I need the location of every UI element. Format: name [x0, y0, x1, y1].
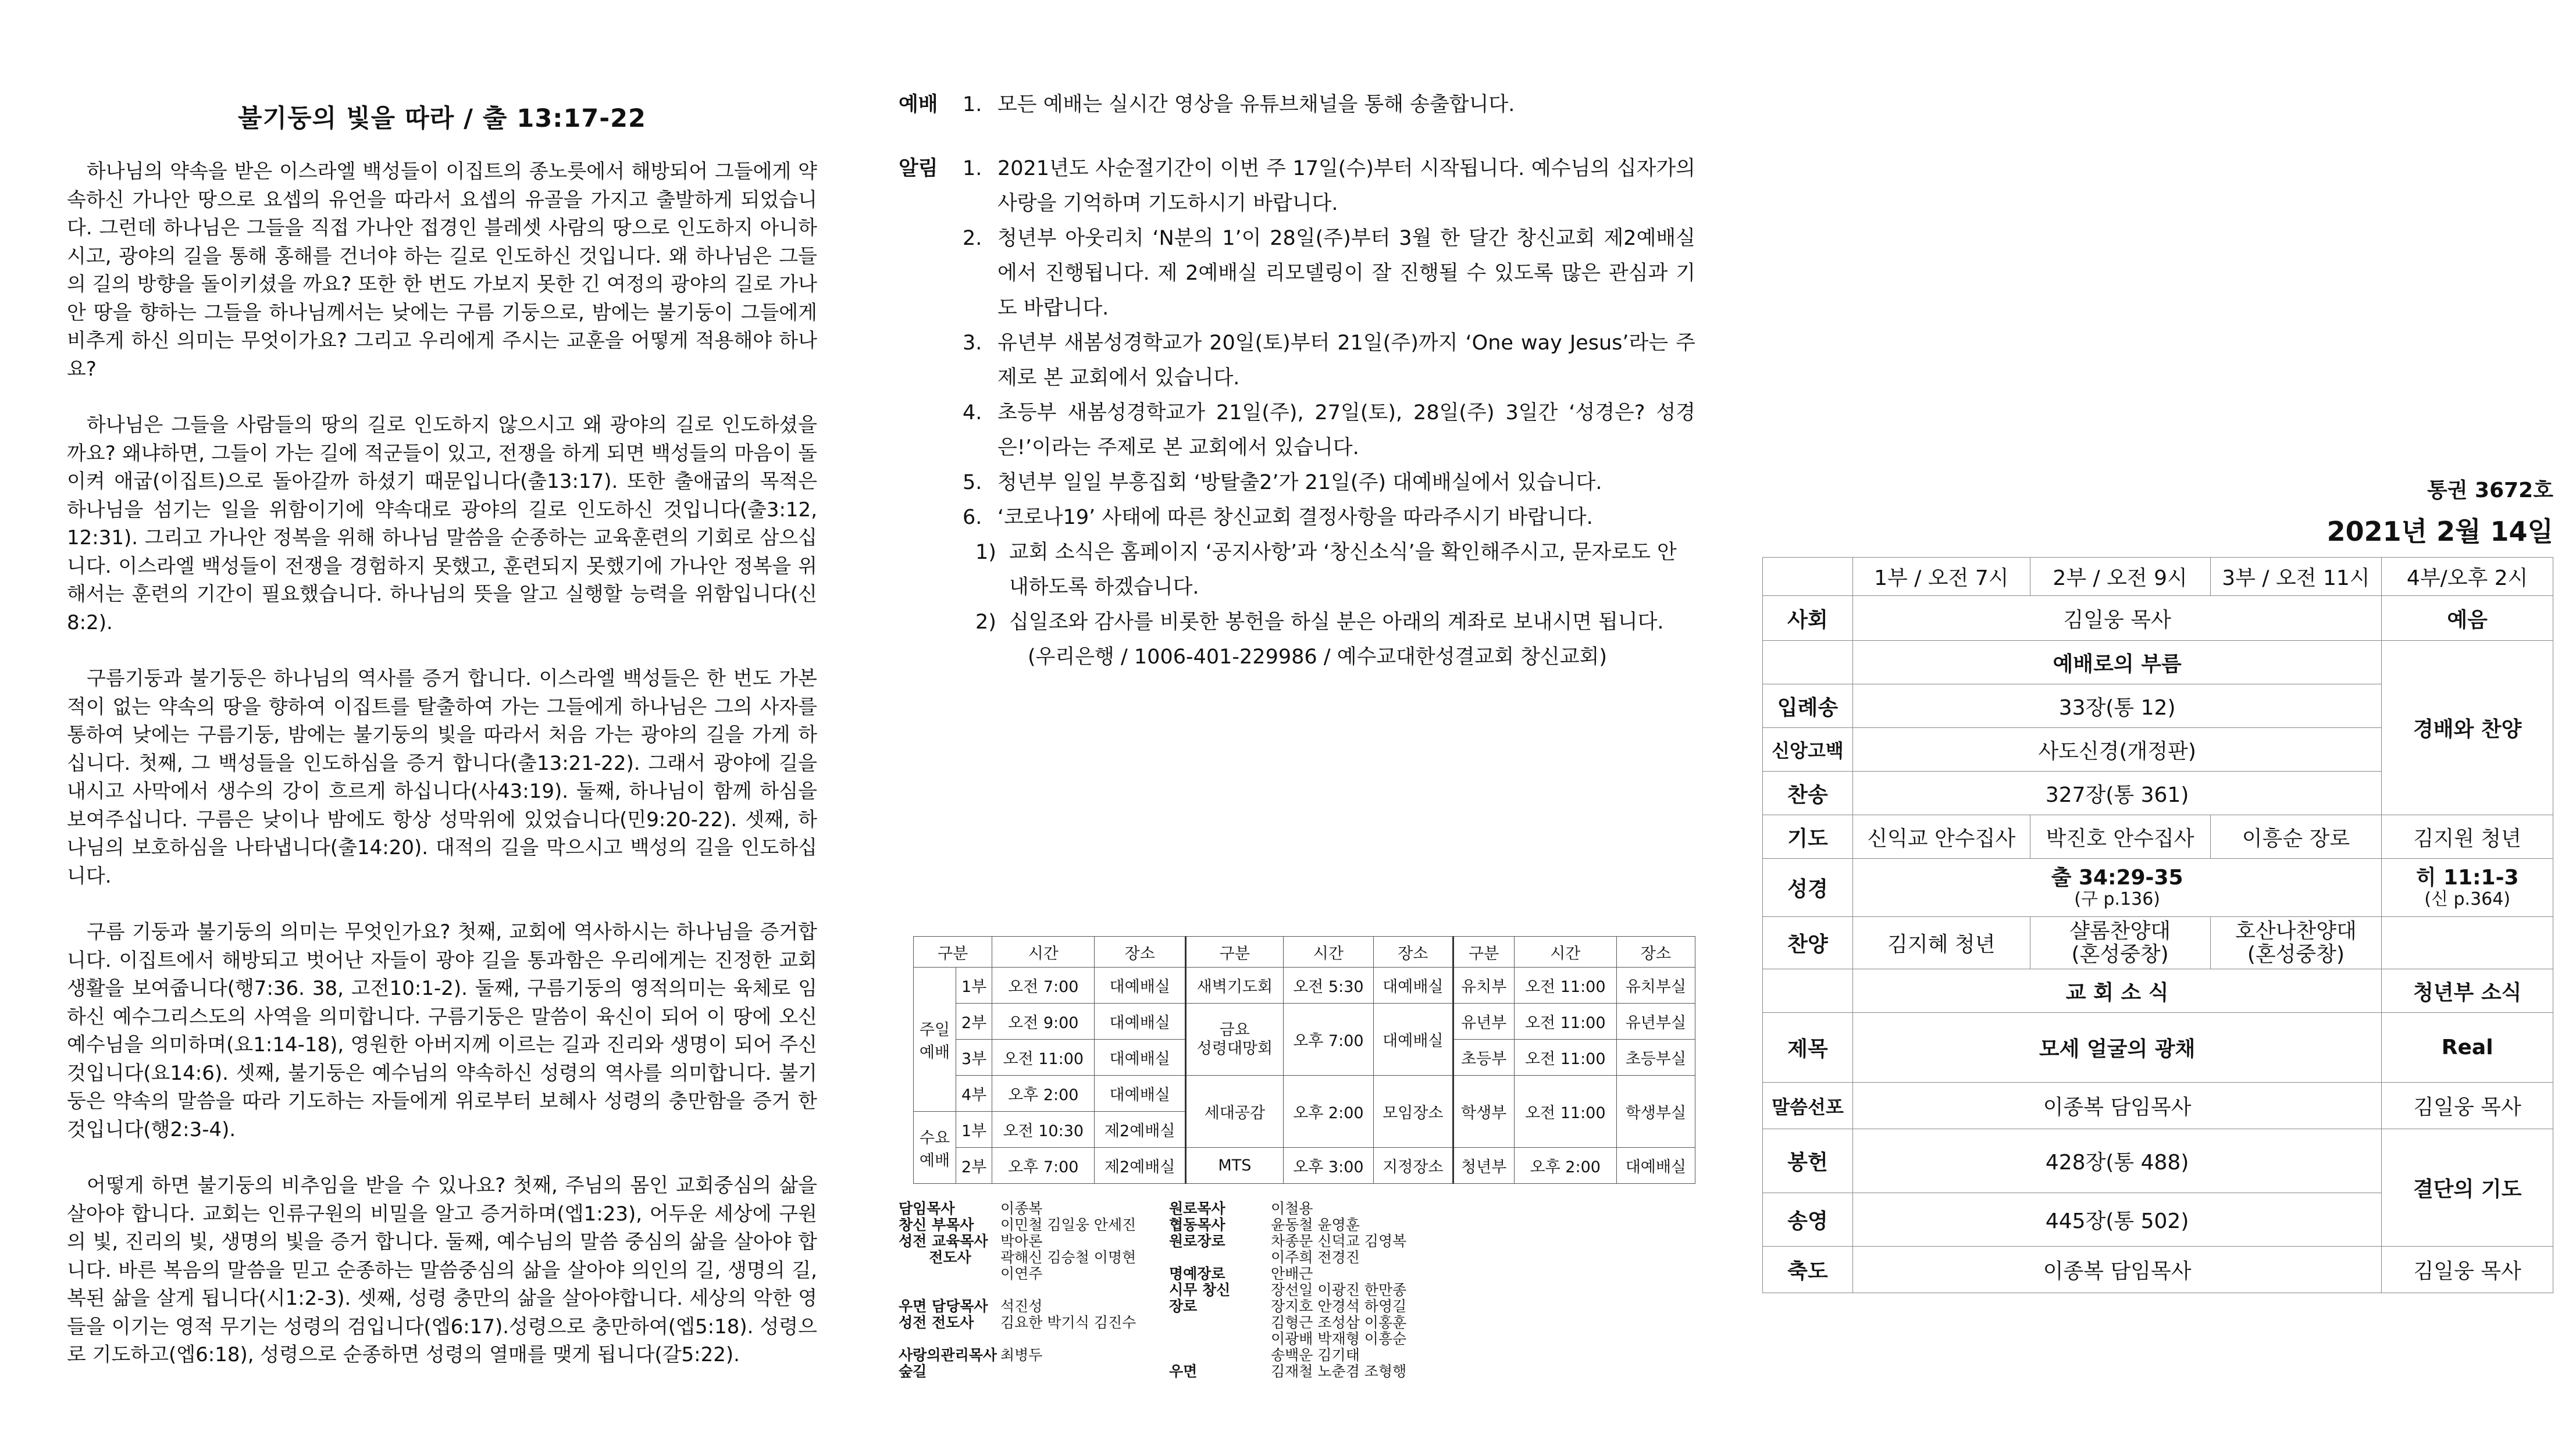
table-cell: 출 34:29-35 (구 p.136)	[1852, 859, 2381, 917]
table-cell: 세대공감	[1186, 1076, 1283, 1148]
table-cell: 신앙고백	[1763, 728, 1853, 772]
table-cell: 대예배실	[1374, 1004, 1453, 1076]
table-cell: 찬송	[1763, 772, 1853, 815]
staff-row	[1169, 1364, 1406, 1380]
table-header-row	[914, 937, 1695, 968]
table-cell: 송영	[1763, 1193, 1853, 1247]
staff-role: 원로장로	[1169, 1233, 1225, 1250]
notice-item: 2. 청년부 아웃리치 ‘N분의 1’이 28일(주)부터 3월 한 달간 창신교회 제2예배실에서 진행됩니다. 제 2예배실 리모델링이 잘 진행될 수 있도록 많은 관심과 기도 바랍니다.	[963, 227, 1695, 320]
sermon-paragraph: 어떻게 하면 불기둥의 비추임을 받을 수 있나요? 첫째, 주님의 몸인 교회중심의 삶을 살아야 합니다. 교회는 인류구원의 비밀을 알고 증거하며(엡1:23), 어두운 세상에 구원의 빛, 진리의 빛, 생명의 빛을 증거 합니다. 둘째, 예수님의 말씀 중심의 삶을 살아야 합니다. 바른 복음의 말씀을 믿고 순종하는 말씀중심의 삶을 살아야 의인의 길, 생명의 길, 복된 삶을 살게 됩니다(시1:2-3). 셋째, 성령 충만의 삶을 살아야합니다. 세상의 악한 영들을 이기는 영적 무기는 성령의 검입니다(엡6:17).성령으로 충만하여(엡5:18). 성령으로 기도하고(엡6:18), 성령으로 순종하면 성령의 열매를 맺게 됩니다(갈5:22).	[67, 1174, 817, 1366]
staff-row	[1169, 1298, 1406, 1315]
staff-role: 전도사	[899, 1249, 971, 1266]
table-cell: 이흥순 장로	[2210, 815, 2382, 859]
table-cell: 오전 9:00	[992, 1004, 1095, 1040]
table-cell: 축도	[1763, 1247, 1853, 1293]
notice-subitem: 2) 십일조와 감사를 비롯한 봉헌을 하실 분은 아래의 계좌로 보내시면 됩니다.	[975, 611, 1664, 634]
staff-role: 명예장로	[1169, 1265, 1225, 1282]
table-cell: 시간	[992, 937, 1095, 968]
staff-role: 협동목사	[1169, 1216, 1225, 1233]
notices-section	[899, 87, 1695, 1380]
issue-number: 통권 3672호	[2427, 479, 2553, 502]
table-cell: 초등부	[1453, 1040, 1514, 1076]
table-row	[914, 968, 1695, 1004]
table-cell: 오후 2:00	[1283, 1076, 1374, 1148]
table-row	[1763, 596, 2553, 641]
table-cell: 4부/오후 2시	[2382, 558, 2553, 596]
staff-names: 이철용	[1271, 1200, 1313, 1217]
announce-label: 알림	[899, 157, 938, 180]
table-row	[1763, 969, 2553, 1013]
table-cell: 3부 / 오전 11시	[2210, 558, 2382, 596]
staff-role: 원로목사	[1169, 1200, 1225, 1217]
staff-role: 우면	[1169, 1363, 1198, 1380]
table-cell: 교 회 소 식	[1852, 969, 2381, 1013]
staff-role: 우면 담당목사	[899, 1298, 988, 1315]
bulletin-date: 2021년 2월 14일	[2326, 516, 2553, 547]
table-cell: 사회	[1763, 596, 1853, 641]
table-cell: 기도	[1763, 815, 1853, 859]
table-cell: 장소	[1374, 937, 1453, 968]
staff-row	[899, 1217, 1136, 1233]
table-cell: 박진호 안수집사	[2030, 815, 2210, 859]
staff-role	[1169, 1347, 1271, 1364]
table-cell: 장소	[1616, 937, 1695, 968]
table-cell: Real	[2382, 1013, 2553, 1083]
table-cell: 2부	[956, 1004, 992, 1040]
table-cell: 호산나찬양대 (혼성중창)	[2210, 917, 2382, 969]
staff-role: 시무 창신	[1169, 1282, 1231, 1298]
table-cell: 히 11:1-3 (신 p.364)	[2382, 859, 2553, 917]
table-cell: 대예배실	[1374, 968, 1453, 1004]
table-cell: 4부	[956, 1076, 992, 1112]
table-cell: 327장(통 361)	[1852, 772, 2381, 815]
table-cell: 오후 3:00	[1283, 1148, 1374, 1184]
table-cell: 오후 7:00	[992, 1148, 1095, 1184]
table-cell: 445장(통 502)	[1852, 1193, 2381, 1247]
table-row	[914, 1076, 1695, 1112]
sunday-label: 주일 예배	[914, 968, 956, 1112]
table-cell: 오후 2:00	[1514, 1148, 1616, 1184]
table-cell: 오전 5:30	[1283, 968, 1374, 1004]
table-row	[914, 1148, 1695, 1184]
table-cell: 새벽기도회	[1186, 968, 1283, 1004]
staff-row	[1169, 1250, 1406, 1266]
table-cell: 예배로의 부름	[1852, 641, 2381, 684]
staff-row	[1169, 1233, 1406, 1250]
staff-names: 김재철 노춘겸 조형행	[1271, 1363, 1407, 1380]
staff-names: 박아론	[1000, 1233, 1043, 1250]
table-cell: 청년부	[1453, 1148, 1514, 1184]
table-cell: 제2예배실	[1095, 1112, 1186, 1148]
notice-item: 4. 초등부 새봄성경학교가 21일(주), 27일(토), 28일(주) 3일간 ‘성경은? 성경은!’이라는 주제로 본 교회에서 있습니다.	[963, 401, 1695, 459]
table-cell: 대예배실	[1095, 1040, 1186, 1076]
staff-row	[1169, 1331, 1406, 1347]
table-row	[1763, 1013, 2553, 1083]
table-cell	[1763, 969, 1853, 1013]
table-cell: 입례송	[1763, 684, 1853, 728]
table-cell: 오전 11:00	[1514, 1040, 1616, 1076]
staff-row	[899, 1233, 1136, 1250]
table-cell	[1763, 558, 1853, 596]
table-cell: 찬양	[1763, 917, 1853, 969]
staff-names: 안배근	[1271, 1265, 1313, 1282]
staff-row	[899, 1315, 1136, 1331]
staff-role: 사랑의관리목사	[899, 1347, 997, 1364]
staff-names: 김요한 박기식 김진수	[1000, 1314, 1136, 1331]
staff-role	[1169, 1315, 1271, 1331]
table-cell: 오전 11:00	[1514, 968, 1616, 1004]
staff-role	[899, 1282, 1000, 1298]
worship-notice	[899, 87, 1695, 122]
table-cell: 3부	[956, 1040, 992, 1076]
table-row	[1763, 859, 2553, 917]
table-cell: 대예배실	[1616, 1148, 1695, 1184]
table-cell: 1부	[956, 1112, 992, 1148]
table-cell: 모임장소	[1374, 1076, 1453, 1148]
sermon-paragraph: 구름기둥과 불기둥은 하나님의 역사를 증거 합니다. 이스라엘 백성들은 한 번도 가본 적이 없는 약속의 땅을 향하여 이집트를 탈출하여 가는 그들에게 하나님은 그의 사자를 통하여 낮에는 구름기둥, 밤에는 불기둥의 빛을 따라서 처음 가는 광야의 길을 가게 하십니다. 첫째, 그 백성들을 인도하심을 증거 합니다(출13:21-22). 그래서 광야에 길을 내시고 사막에서 생수의 강이 흐르게 하십니다(사43:19). 둘째, 하나님이 함께 하심을 보여주십니다. 구름은 낮이나 밤에도 항상 성막위에 있었습니다(민9:20-22). 셋째, 하나님의 보호하심을 나타냅니다(출14:20). 대적의 길을 막으시고 백성의 길을 인도하십니다.	[67, 667, 817, 888]
table-cell: 장소	[1095, 937, 1186, 968]
table-cell: 유년부실	[1616, 1004, 1695, 1040]
table-cell: 대예배실	[1095, 968, 1186, 1004]
table-cell: 구분	[1453, 937, 1514, 968]
table-cell: 오전 10:30	[992, 1112, 1095, 1148]
staff-row	[899, 1331, 1136, 1347]
staff-names: 최병두	[1000, 1347, 1043, 1364]
table-cell: 모세 얼굴의 광채	[1852, 1013, 2381, 1083]
staff-row	[899, 1266, 1136, 1282]
wednesday-label: 수요 예배	[914, 1112, 956, 1184]
sermon-paragraph: 하나님의 약속을 받은 이스라엘 백성들이 이집트의 종노릇에서 해방되어 그들에게 약속하신 가나안 땅으로 요셉의 유언을 따라서 요셉의 유골을 가지고 출발하게 되었습니다. 그런데 하나님은 그들을 직접 가나안 접경인 블레셋 사람의 땅으로 인도하지 아니하시고, 광야의 길을 통해 홍해를 건너야 하는 길로 인도하신 것입니다. 왜 하나님은 그들의 길의 방향을 돌이키셨을 까요? 또한 한 번도 가보지 못한 긴 여정의 광야의 길로 가나안 땅을 향하는 그들을 하나님께서는 낮에는 구름 기둥으로, 밤에는 불기둥이 그들에게 비추게 하신 의미는 무엇이가요? 그리고 우리에게 주시는 교훈을 어떻게 적용해야 하나요?	[67, 160, 817, 381]
table-cell: 예음	[2382, 596, 2553, 641]
staff-role: 장로	[1169, 1298, 1198, 1315]
table-row	[1763, 1083, 2553, 1129]
table-cell: 33장(통 12)	[1852, 684, 2381, 728]
table-cell: 경배와 찬양	[2382, 641, 2553, 815]
table-cell: 청년부 소식	[2382, 969, 2553, 1013]
table-cell: 오후 2:00	[992, 1076, 1095, 1112]
table-cell: 신익교 안수집사	[1852, 815, 2030, 859]
table-cell: 성경	[1763, 859, 1853, 917]
table-cell: 샬롬찬양대 (혼성중창)	[2030, 917, 2210, 969]
table-row	[1763, 641, 2553, 684]
staff-row	[1169, 1347, 1406, 1364]
staff-role	[1169, 1250, 1271, 1266]
table-cell: 유치부	[1453, 968, 1514, 1004]
staff-names: 송백운 김기태	[1271, 1347, 1360, 1364]
table-cell: 오전 7:00	[992, 968, 1095, 1004]
table-row	[1763, 815, 2553, 859]
table-row	[1763, 1129, 2553, 1193]
table-cell: 이종복 담임목사	[1852, 1083, 2381, 1129]
table-cell: 김지원 청년	[2382, 815, 2553, 859]
sermon-paragraph: 구름 기둥과 불기둥의 의미는 무엇인가요? 첫째, 교회에 역사하시는 하나님을 증거합니다. 이집트에서 해방되고 벗어난 자들이 광야 길을 통과함은 우리에게는 진정한 교회생활을 보여줍니다(행7:36. 38, 고전10:1-2). 둘째, 구름기둥의 영적의미는 육체로 임하신 예수그리스도의 사역을 의미합니다. 구름기둥은 말씀이 육신이 되어 이 땅에 오신 예수님을 의미하며(요1:14-18), 영원한 아버지께 이르는 길과 진리와 생명이 되어 주신 것입니다(요14:6). 셋째, 불기둥은 예수님의 약속하신 성령의 역사를 의미합니다. 불기둥은 약속의 말씀을 따라 기도하는 자들에게 위로부터 보혜사 성령의 충만함을 증거 한 것입니다(행2:3-4).	[67, 920, 817, 1141]
table-cell: 구분	[914, 937, 992, 968]
notice-subitem: 1) 교회 소식은 홈페이지 ‘공지사항’과 ‘창신소식’을 확인해주시고, 문자로도 안내하도록 하겠습니다.	[975, 541, 1677, 599]
staff-role: 창신 부목사	[899, 1216, 974, 1233]
table-cell: 지정장소	[1374, 1148, 1453, 1184]
table-row	[1763, 1247, 2553, 1293]
sermon-section	[67, 99, 817, 1397]
table-cell: 결단의 기도	[2382, 1129, 2553, 1247]
order-of-worship-table	[1762, 557, 2553, 1293]
table-cell: 428장(통 488)	[1852, 1129, 2381, 1193]
table-cell: 시간	[1283, 937, 1374, 968]
table-cell: 1부 / 오전 7시	[1852, 558, 2030, 596]
staff-role: 담임목사	[899, 1200, 955, 1217]
staff-row	[899, 1347, 1136, 1364]
staff-names: 이종복	[1000, 1200, 1043, 1217]
table-cell: 1부	[956, 968, 992, 1004]
table-cell	[1763, 641, 1853, 684]
staff-row	[1169, 1315, 1406, 1331]
staff-role: 숲길	[899, 1363, 927, 1380]
staff-role	[899, 1266, 1000, 1282]
table-row	[914, 1004, 1695, 1040]
table-cell: 제2예배실	[1095, 1148, 1186, 1184]
staff-names: 윤동철 윤영훈	[1271, 1216, 1360, 1233]
staff-role: 성전 전도사	[899, 1314, 974, 1331]
staff-column-right	[1169, 1201, 1406, 1380]
table-cell: 대예배실	[1095, 1076, 1186, 1112]
table-cell: 오후 7:00	[1283, 1004, 1374, 1076]
table-cell: 이종복 담임목사	[1852, 1247, 2381, 1293]
table-cell: 김일웅 목사	[2382, 1247, 2553, 1293]
staff-row	[1169, 1266, 1406, 1282]
table-cell: 사도신경(개정판)	[1852, 728, 2381, 772]
bank-account: (우리은행 / 1006-401-229986 / 예수교대한성결교회 창신교회)	[1027, 645, 1608, 669]
staff-role	[899, 1331, 1000, 1347]
announcements	[899, 151, 1695, 674]
staff-column-left	[899, 1201, 1136, 1380]
table-cell: 2부 / 오전 9시	[2030, 558, 2210, 596]
staff-names: 김형근 조성삼 이홍훈	[1271, 1314, 1407, 1331]
staff-role: 성전 교육목사	[899, 1233, 988, 1250]
staff-row	[899, 1201, 1136, 1217]
table-cell: 대예배실	[1095, 1004, 1186, 1040]
table-cell: 학생부	[1453, 1076, 1514, 1148]
staff-role	[1169, 1331, 1271, 1347]
table-cell: 초등부실	[1616, 1040, 1695, 1076]
staff-row	[1169, 1217, 1406, 1233]
table-cell: 시간	[1514, 937, 1616, 968]
staff-names: 장지호 안경석 하영길	[1271, 1298, 1407, 1315]
table-cell: 김지혜 청년	[1852, 917, 2030, 969]
notice-item: 5. 청년부 일일 부흥집회 ‘방탈출2’가 21일(주) 대예배실에서 있습니다.	[963, 471, 1602, 494]
table-cell	[2382, 917, 2553, 969]
staff-names: 이민철 김일웅 안세진	[1000, 1216, 1136, 1233]
worship-label: 예배	[899, 93, 938, 116]
table-header-row	[1763, 558, 2553, 596]
staff-names: 장선일 이광진 한만종	[1271, 1282, 1407, 1298]
staff-names: 이광배 박재형 이흥순	[1271, 1330, 1407, 1347]
sermon-title: 불기둥의 빛을 따라 / 출 13:17-22	[238, 104, 646, 133]
staff-row	[899, 1282, 1136, 1298]
table-cell: 2부	[956, 1148, 992, 1184]
staff-names: 석진성	[1000, 1298, 1043, 1315]
notice-item: 1. 2021년도 사순절기간이 이번 주 17일(수)부터 시작됩니다. 예수님의 십자가의 사랑을 기억하며 기도하시기 바랍니다.	[963, 157, 1695, 215]
table-cell: 김일웅 목사	[2382, 1083, 2553, 1129]
table-cell: 오전 11:00	[1514, 1004, 1616, 1040]
staff-row	[1169, 1201, 1406, 1217]
staff-names: 이주희 전경진	[1271, 1249, 1360, 1266]
table-cell: 오전 11:00	[992, 1040, 1095, 1076]
staff-row	[899, 1250, 1136, 1266]
staff-names: 차종문 신덕교 김영복	[1271, 1233, 1407, 1250]
table-cell: 말씀선포	[1763, 1083, 1853, 1129]
staff-row	[899, 1364, 1136, 1380]
table-cell: 유년부	[1453, 1004, 1514, 1040]
staff-row	[1169, 1282, 1406, 1298]
staff-row	[899, 1298, 1136, 1315]
staff-names: 이연주	[1000, 1265, 1043, 1282]
table-cell: 유치부실	[1616, 968, 1695, 1004]
table-cell: 학생부실	[1616, 1076, 1695, 1148]
service-schedule-table	[913, 936, 1695, 1184]
table-cell: 구분	[1186, 937, 1283, 968]
sermon-paragraph: 하나님은 그들을 사람들의 땅의 길로 인도하지 않으시고 왜 광야의 길로 인도하셨을 까요? 왜냐하면, 그들이 가는 길에 적군들이 있고, 전쟁을 하게 되면 백성들의 마음이 돌이켜 애굽(이집트)으로 돌아갈까 하셨기 때문입니다(출13:17). 또한 출애굽의 목적은 하나님을 섬기는 일을 위함이기에 약속대로 광야의 길로 인도하신 것입니다(출3:12, 12:31). 그리고 가나안 정복을 위해 하나님 말씀을 순종하는 교육훈련의 기회로 삼으십니다. 이스라엘 백성들이 전쟁을 경험하지 못했고, 훈련되지 못했기에 가나안 정복을 위해서는 훈련의 기간이 필요했습니다. 하나님의 뜻을 알고 실행할 능력을 위함입니다(신8:2).	[67, 413, 817, 634]
table-cell: 금요 성령대망회	[1186, 1004, 1283, 1076]
staff-names: 곽해신 김승철 이명현	[1000, 1249, 1136, 1266]
notice-item: 6. ‘코로나19’ 사태에 따른 창신교회 결정사항을 따라주시기 바랍니다.	[963, 506, 1593, 529]
table-cell: 김일웅 목사	[1852, 596, 2381, 641]
notice-item: 1. 모든 예배는 실시간 영상을 유튜브채널을 통해 송출합니다.	[963, 93, 1515, 116]
table-cell: MTS	[1186, 1148, 1283, 1184]
table-cell: 오전 11:00	[1514, 1076, 1616, 1148]
table-cell: 제목	[1763, 1013, 1853, 1083]
notice-item: 3. 유년부 새봄성경학교가 20일(토)부터 21일(주)까지 ‘One way Jesus’라는 주제로 본 교회에서 있습니다.	[963, 331, 1695, 390]
table-row	[1763, 917, 2553, 969]
table-cell: 봉헌	[1763, 1129, 1853, 1193]
